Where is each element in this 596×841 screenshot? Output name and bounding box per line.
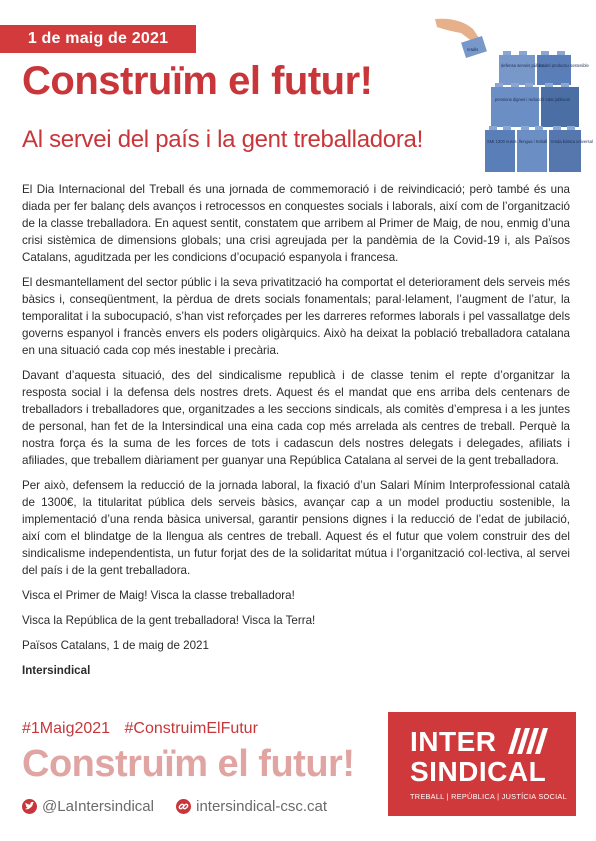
paragraph: Per això, defensem la reducció de la jornada laboral, la fixació d’un Salari Mínim Interprofessional català de 1300€, la titularitat pública dels serveis bàsics, avançar cap a un model productiu sostenible, la implementació d’una renda bàsica universal, garantir pensions dignes i la reducció de l’edat de jubilació, així com el blindatge de la llengua als centres de treball. Aquest és el futur que volem construir des del sindicalisme independentista, un futur forjat des de la solidaritat mútua i l’organització col·lectiva, al servei del país i de la gent treballadora. xyxy=(22,479,570,577)
label-tile-f: renda bàsica universal xyxy=(551,139,593,144)
place-date-line: Països Catalans, 1 de maig de 2021 xyxy=(22,639,209,652)
label-retalls: retalls xyxy=(467,47,479,52)
manifesto-text xyxy=(22,181,570,687)
paragraph: El Dia Internacional del Treball és una jornada de commemoració i de reivindicació; però també és una diada per fer balanç dels avanços i retrocessos en conquestes socials i laborals, així com de l’organització de la classe treballadora. En aquest sentit, constatem que arribem al Primer de Maig, de nou, enmig d’una crisi sistèmica de dimensions globals; una crisi agreujada per la pandèmia de la Covid-19 i, als Països Catalans, aguditzada per les condicions d’ocupació espanyola i francesa. xyxy=(22,183,570,264)
logo-line1: INTER xyxy=(410,726,497,757)
date-banner: 1 de maig de 2021 xyxy=(0,25,196,53)
hashtag[interactable]: #ConstruimElFutur xyxy=(124,720,258,737)
page-subtitle: Al servei del país i la gent treballadora! xyxy=(22,126,423,153)
social-links xyxy=(22,798,345,818)
hashtag[interactable]: #1Maig2021 xyxy=(22,720,111,737)
hand-icon xyxy=(435,19,487,58)
building-blocks-illustration xyxy=(415,15,593,175)
slogan-line: Visca el Primer de Maig! Visca la classe treballadora! xyxy=(22,589,295,602)
intersindical-logo xyxy=(388,712,576,816)
block-stack xyxy=(485,51,581,172)
paragraph: El desmantellament del sector públic i la seva privatització ha comportat el deteriorament dels serveis més bàsics i, conseqüentment, la pèrdua de drets socials fonamentals; paral·lelament, l’augment de l’atur, la temporalitat i la subocupació, s’han vist reforçades per les darreres reformes laborals i pel vassallatge dels governs espanyol i francès envers els poders oligàrquics. Això ha deixat la població treballadora catalana en una situació cada cop més inestable i precària. xyxy=(22,276,570,357)
logo-line2: SINDICAL xyxy=(410,756,547,787)
hashtags xyxy=(22,720,268,738)
twitter-bird-icon xyxy=(22,799,37,814)
slogan-line: Visca la República de la gent treballadora! Visca la Terra! xyxy=(22,614,316,627)
logo-tagline: TREBALL | REPÚBLICA | JUSTÍCIA SOCIAL xyxy=(410,792,567,801)
label-tile-a: defensa serveis públics xyxy=(501,63,545,68)
signature: Intersindical xyxy=(22,664,91,677)
paragraph: Davant d’aquesta situació, des del sindicalisme republicà i de classe tenim el repte d’organitzar la resposta social i la defensa dels nostres drets. Aquest és el mandat que ens arriba dels centenars de treballadors i treballadores que, organitzades a les seccions sindicals, als comitès d’empresa i a les juntes de personal, han fet de la Intersindical una eina cada cop més arrelada als centres de treball. Perquè la nostra força és la suma de les forces de tots i cadascun dels nostres delegats i delegades, afiliats i afiliades, que treballem diàriament per guanyar una República Catalana al servei de la gent treballadora. xyxy=(22,369,570,467)
twitter-handle: @LaIntersindical xyxy=(42,798,154,815)
footer-title: Construïm el futur! xyxy=(22,743,355,785)
label-tile-c: pensions dignes i reducció edat jubilació xyxy=(495,97,570,102)
label-tile-e: llengua i treball xyxy=(519,139,548,144)
page-title: Construïm el futur! xyxy=(22,59,373,103)
link-icon xyxy=(176,799,191,814)
label-tile-b: model productiu sostenible xyxy=(539,63,589,68)
website-link[interactable] xyxy=(176,798,327,815)
label-tile-d: SMI 1300 euros xyxy=(487,139,517,144)
website-url: intersindical-csc.cat xyxy=(196,798,328,815)
logo-slashes-icon xyxy=(508,728,548,754)
twitter-link[interactable] xyxy=(22,798,154,815)
